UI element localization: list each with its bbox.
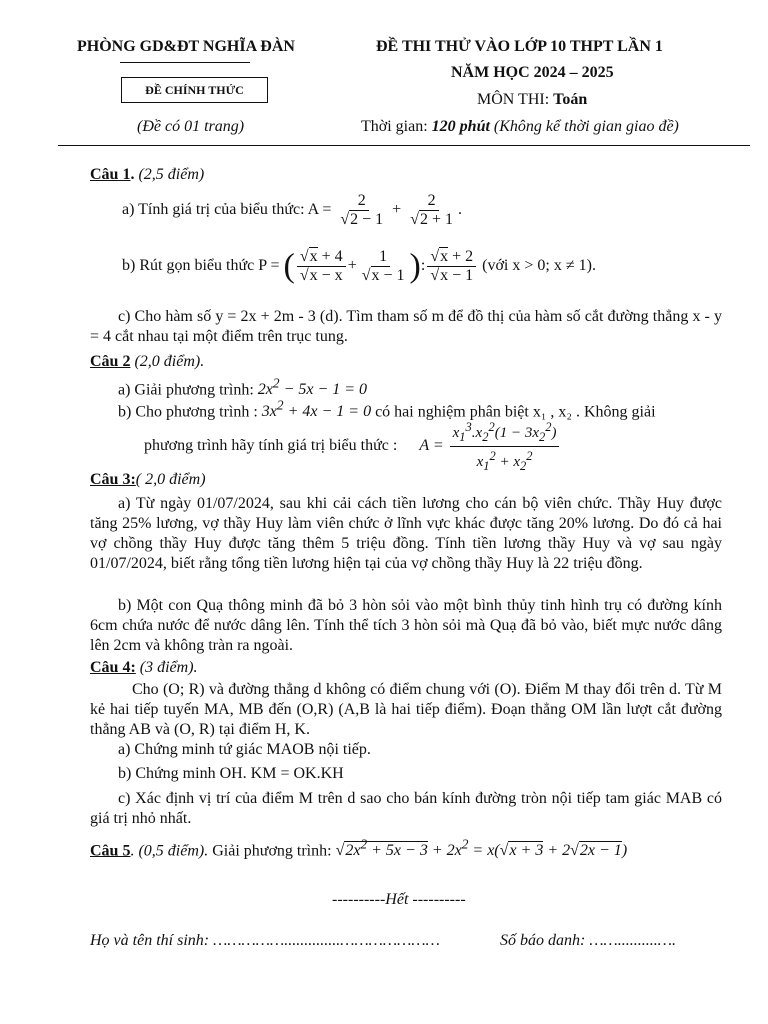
candidate-name-label: Họ và tên thí sinh: ……………..............………………… — [90, 932, 440, 949]
q4a-text: a) Chứng minh tứ giác MAOB nội tiếp. — [118, 741, 371, 758]
q2b-equation: $3x^2 + 4x - 1 = 0$ — [261, 398, 372, 421]
q4-points: (3 điểm). — [135, 659, 198, 676]
q5-equation: $√2x^2 + 5x - 3 + 2x^2 = x(√x + 3 + 2√2x - 1)$ — [335, 837, 628, 860]
q4-heading — [90, 659, 198, 677]
q3-heading — [90, 471, 206, 489]
time-note: (Không kể thời gian giao đề) — [493, 118, 679, 135]
q3-title: Câu 3: — [90, 471, 136, 488]
q2a-line — [118, 376, 367, 399]
exam-title: ĐỀ THI THỬ VÀO LỚP 10 THPT LẦN 1 — [376, 38, 663, 55]
q1b-line: b) Rút gọn biểu thức P = ( $\frac{√x + 4}{√x - x}$ + $\frac{1}{√x - 1}$ ): $\frac{√x + 2}{√x - 1}$ (với x > 0; x ≠ 1). — [122, 247, 596, 285]
q2b-fraction: $\frac{x_1^3.x_2^2(1 - 3x_2^2)}{x_1^2 + x_2^2}$ — [450, 418, 560, 475]
subject: Toán — [553, 91, 588, 108]
official-stamp: ĐỀ CHÍNH THỨC — [121, 77, 268, 103]
q4b-text: b) Chứng minh OH. KM = OK.KH — [118, 765, 344, 782]
q1-title: Câu 1 — [90, 166, 131, 183]
q4-intro: Cho (O; R) và đường thẳng d không có điểm chung với (O). Điểm M thay đổi trên d. Từ M kẻ hai tiếp tuyến MA, MB đến (O,R) (A,B là hai tiếp điểm). Đoạn thẳng OM lần lượt cắt đường thẳng AB và (O, R) tại điểm H, K. — [90, 681, 722, 738]
q1b-fraction-2: $\frac{1}{√x - 1}$ — [361, 248, 405, 284]
q2-heading — [90, 353, 204, 371]
school-year: NĂM HỌC 2024 – 2025 — [451, 64, 614, 81]
q2a-equation: $2x^2 - 5x - 1 = 0$ — [257, 376, 368, 399]
q1b-fraction-1: $\frac{√x + 4}{√x - x}$ — [297, 248, 346, 285]
q2b-text: b) Cho phương trình : — [118, 403, 262, 421]
q2-title: Câu 2 — [90, 353, 131, 370]
department-name: PHÒNG GD&ĐT NGHĨA ĐÀN — [77, 38, 295, 55]
q1b-fraction-3: $\frac{√x + 2}{√x - 1}$ — [427, 248, 476, 285]
q2a-text: a) Giải phương trình: — [118, 381, 258, 399]
q3b-text: b) Một con Quạ thông minh đã bỏ 3 hòn sỏi vào một bình thủy tinh hình trụ có đường kính 6cm chứa nước để nước dâng lên. Tính thể tích 3 hòn sỏi mà Quạ đã bỏ vào, biết mực nước dâng lên 2cm và không tràn ra ngoài. — [90, 597, 722, 654]
q5-text: Giải phương trình: — [208, 842, 336, 860]
q1a-line: a) Tính giá trị của biểu thức: A = $\frac{2}{√2 - 1}$ + $\frac{2}{√2 + 1}$ . — [122, 192, 463, 228]
header-divider — [58, 145, 750, 146]
q1b-condition: (với x > 0; x ≠ 1). — [482, 257, 596, 275]
q1a-text: a) Tính giá trị của biểu thức: A = — [122, 201, 332, 219]
q5-line — [90, 837, 627, 860]
q1a-fraction-1: $\frac{2}{√2 - 1}$ — [340, 192, 384, 228]
candidate-id-label: Số báo danh: ……..........…. — [500, 932, 677, 949]
end-marker: ----------Hết ---------- — [332, 891, 466, 908]
pages-note: (Đề có 01 trang) — [137, 118, 245, 135]
q1c-text: c) Cho hàm số y = 2x + 2m - 3 (d). Tìm tham số m để đồ thị của hàm số cắt đường thẳng x - y = 4 cắt nhau tại một điểm trên trục tung. — [90, 308, 722, 345]
department-underline — [120, 62, 250, 63]
q1b-text: b) Rút gọn biểu thức P = — [122, 257, 280, 275]
subject-label: MÔN THI: — [477, 91, 554, 108]
q2-points: (2,0 điểm). — [130, 353, 205, 370]
q2b-text3: phương trình hãy tính giá trị biểu thức : — [144, 437, 398, 455]
q1-heading: Câu 1. (2,5 điểm) — [90, 166, 205, 183]
time-line — [361, 118, 679, 136]
time-label: Thời gian: — [361, 118, 432, 135]
q5-points: . (0,5 điểm). — [130, 842, 209, 860]
q2b-expression-line: phương trình hãy tính giá trị biểu thức : A = $\frac{x_1^3.x_2^2(1 - 3x_2^2)}{x_1^2 + x_2^2}$ — [144, 418, 561, 475]
q3-points: ( 2,0 điểm) — [135, 471, 206, 488]
q4-title: Câu 4: — [90, 659, 136, 676]
q3a-text: a) Từ ngày 01/07/2024, sau khi cải cách tiền lương cho cán bộ viên chức. Thầy Huy được tăng 25% lương, vợ thầy Huy làm viên chức ở lĩnh vực khác được tăng 20% lương. Do đó cả hai vợ chồng thầy Huy được tăng thêm 5 triệu đồng. Tính tiền lương thầy Huy và vợ sau ngày 01/07/2024, biết rằng tổng tiền lương hiện tại của vợ chồng thầy Huy là 22 triệu đồng. — [90, 495, 722, 572]
q2b-text2: có hai nghiệm phân biệt x₁ , x₂ . Không giải — [371, 403, 656, 421]
q1a-fraction-2: $\frac{2}{√2 + 1}$ — [410, 192, 454, 228]
time-value: 120 phút — [431, 118, 490, 135]
q5-title: Câu 5 — [90, 842, 131, 860]
subject-line — [477, 91, 587, 109]
q4c-text: c) Xác định vị trí của điểm M trên d sao cho bán kính đường tròn nội tiếp tam giác MAB có giá trị nhỏ nhất. — [90, 790, 722, 827]
q1-points: (2,5 điểm) — [134, 166, 205, 183]
